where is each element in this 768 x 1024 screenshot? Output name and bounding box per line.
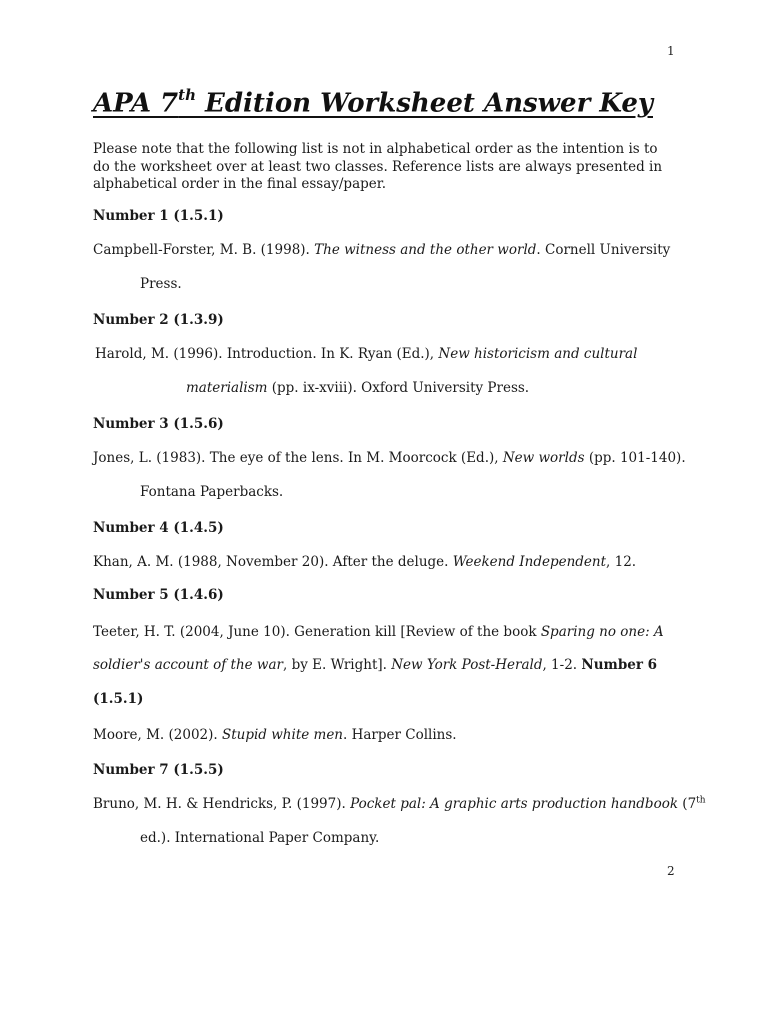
title-text-part2: Edition Worksheet Answer Key [196, 88, 653, 119]
entry-heading-1: Number 1 (1.5.1) [93, 208, 224, 224]
entry-heading-6-continued: (1.5.1) [93, 691, 144, 707]
title-superscript: th [178, 86, 196, 104]
reference-2-line-1: Harold, M. (1996). Introduction. In K. Ryan (Ed.), New historicism and cultural [95, 346, 638, 362]
entry-heading-3: Number 3 (1.5.6) [93, 416, 224, 432]
title-text-part1: APA 7 [93, 88, 179, 119]
entry-heading-4: Number 4 (1.4.5) [93, 520, 224, 536]
reference-3-line-2: Fontana Paperbacks. [140, 484, 284, 500]
intro-note: Please note that the following list is not in alphabetical order as the intention is to do the worksheet over at least two classes. Reference lists are always presented in alphabetical order in the final essay/paper. [93, 141, 663, 192]
reference-2-line-2: materialism (pp. ix-xviii). Oxford University Press. [186, 380, 530, 396]
reference-7-line-1: Bruno, M. H. & Hendricks, P. (1997). Pocket pal: A graphic arts production handbook (7th [93, 795, 706, 812]
document-title [93, 88, 653, 119]
reference-6-line-1: Moore, M. (2002). Stupid white men. Harper Collins. [93, 727, 457, 743]
reference-4-line-1: Khan, A. M. (1988, November 20). After the deluge. Weekend Independent, 12. [93, 554, 637, 570]
reference-5-line-2: soldier's account of the war, by E. Wright]. New York Post-Herald, 1-2. Number 6 [93, 657, 658, 673]
entry-heading-7: Number 7 (1.5.5) [93, 762, 224, 778]
page-number-bottom: 2 [667, 864, 675, 878]
page-number-top: 1 [667, 44, 675, 58]
entry-heading-6: Number 6 [581, 657, 658, 673]
reference-1-line-2: Press. [140, 276, 182, 292]
reference-5-line-1: Teeter, H. T. (2004, June 10). Generation kill [Review of the book Sparing no one: A [93, 624, 664, 640]
entry-heading-5: Number 5 (1.4.6) [93, 587, 224, 603]
entry-heading-2: Number 2 (1.3.9) [93, 312, 224, 328]
reference-3-line-1: Jones, L. (1983). The eye of the lens. In M. Moorcock (Ed.), New worlds (pp. 101-140). [93, 450, 686, 466]
reference-7-line-2: ed.). International Paper Company. [140, 830, 380, 846]
reference-1-line-1: Campbell-Forster, M. B. (1998). The witness and the other world. Cornell University [93, 242, 671, 258]
